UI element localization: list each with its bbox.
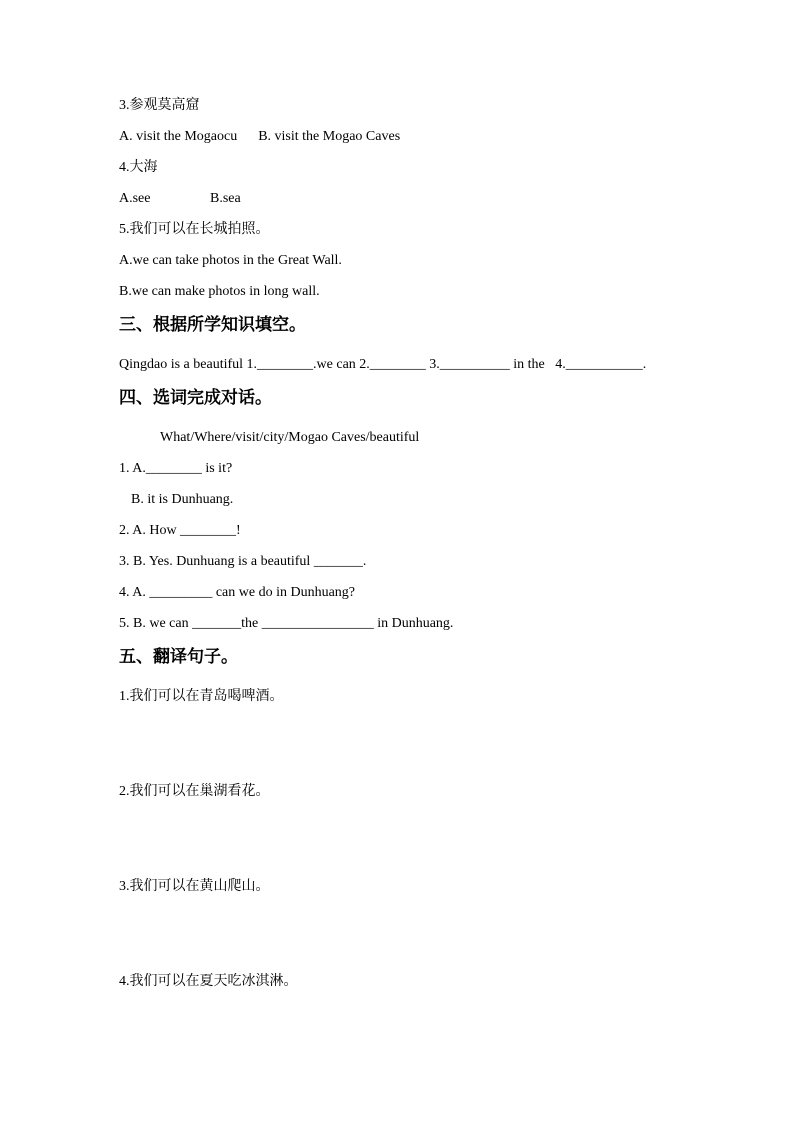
question-5-option-a: A.we can take photos in the Great Wall.	[119, 253, 342, 268]
question-4-options: A.see B.sea	[119, 191, 241, 206]
dialogue-line-3: 2. A. How ________!	[119, 523, 241, 538]
section-3-fill-blank-sentence: Qingdao is a beautiful 1.________.we can 2.________ 3.__________ in the 4.___________.	[119, 357, 647, 372]
question-3-options: A. visit the Mogaocu B. visit the Mogao Caves	[119, 129, 401, 144]
dialogue-line-5: 4. A. _________ can we do in Dunhuang?	[119, 585, 356, 600]
question-5-prompt: 5.我们可以在长城拍照。	[119, 222, 270, 237]
translation-item-4: 4.我们可以在夏天吃冰淇淋。	[119, 974, 298, 989]
section-4-heading: 四、选词完成对话。	[119, 388, 272, 407]
question-5-option-b: B.we can make photos in long wall.	[119, 284, 320, 299]
dialogue-line-1: 1. A.________ is it?	[119, 461, 233, 476]
dialogue-line-4: 3. B. Yes. Dunhuang is a beautiful _______.	[119, 554, 367, 569]
dialogue-line-6: 5. B. we can _______the ________________ in Dunhuang.	[119, 616, 454, 631]
translation-item-1: 1.我们可以在青岛喝啤酒。	[119, 689, 284, 704]
translation-item-3: 3.我们可以在黄山爬山。	[119, 879, 270, 894]
question-4-prompt: 4.大海	[119, 160, 158, 175]
question-3-prompt: 3.参观莫高窟	[119, 98, 200, 113]
section-3-heading: 三、根据所学知识填空。	[119, 315, 306, 334]
translation-item-2: 2.我们可以在巢湖看花。	[119, 784, 270, 799]
dialogue-line-2: B. it is Dunhuang.	[131, 492, 234, 507]
section-4-word-bank: What/Where/visit/city/Mogao Caves/beautiful	[160, 430, 420, 445]
section-5-heading: 五、翻译句子。	[119, 647, 238, 666]
